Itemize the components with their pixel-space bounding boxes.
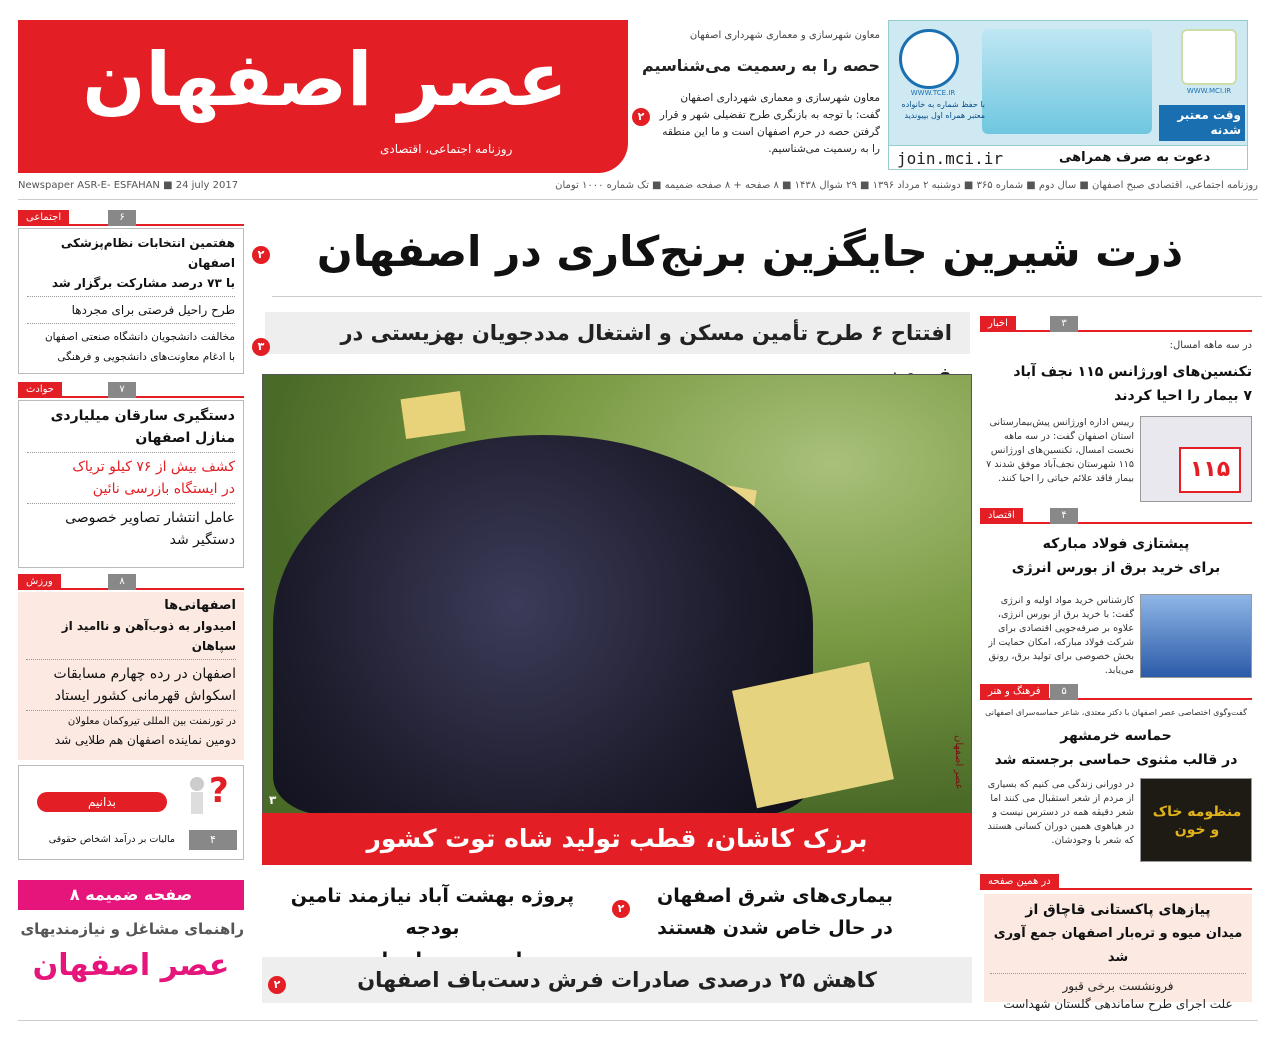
divider [27,296,235,297]
top-rule [18,199,1258,200]
svg-text:?: ? [209,771,229,811]
section-social-num: ۶ [108,210,136,226]
economy-head-1: پیشتازی فولاد مبارکه [1042,536,1190,552]
section-news-bar [980,316,1252,332]
section-incidents-num: ۷ [108,382,136,398]
news-body: رییس اداره اورژانس پیش‌بیمارستانی استان اصفهان گفت: در سه ماهه نخست امسال، تکنسین‌های اورژانس ۱۱۵ شهرستان نجف‌آباد موفق شدند ۷ بیمار فاقد علائم حیاتی را احیا کنند. [986,417,1134,484]
story-east-diseases[interactable] [640,880,910,944]
sport-line-2[interactable]: امیدوار به ذوب‌آهن و ناامید از سپاهان [61,619,236,653]
bottom-page-badge: ۲ [268,976,286,994]
divider [27,323,235,324]
section-inpage-bar [980,874,1252,890]
tagline: روزنامه اجتماعی، اقتصادی [380,142,513,156]
question-figure-icon [179,768,235,826]
photo-berries [273,435,813,814]
news-head-2: ۷ بیمار را احیا کردند [1114,388,1252,404]
section-news-num: ۳ [1050,316,1078,332]
incidents-line-3[interactable]: کشف بیش از ۷۶ کیلو تریاک [72,459,235,475]
ad-url[interactable]: join.mci.ir [897,149,1003,168]
ambulance-115-sign: ۱۱۵ [1179,447,1241,493]
section-economy-tag[interactable]: اقتصاد [980,508,1023,524]
meta-persian: روزنامه اجتماعی، اقتصادی صبح اصفهان ■ سال دوم ■ شماره ۳۶۵ ■ دوشنبه ۲ مرداد ۱۳۹۶ ■ ۲۹ شوال ۱۴۳۸ ■ ۸ صفحه + ۸ صفحه ضمیمه ■ تک شماره ۱۰۰۰ تومان [555,180,1258,191]
bottom-headline[interactable]: کاهش ۲۵ درصدی صادرات فرش دست‌باف اصفهان [262,957,972,1003]
stories-page-badge: ۲ [612,900,630,918]
sub-headline[interactable]: افتتاح ۶ طرح تأمین مسکن و اشتغال مددجویان بهزیستی در [265,312,970,354]
section-sport-box [18,592,244,760]
ad-bottom-bar [889,145,1247,170]
economy-head-2: برای خرید برق از بورس انرژی [1011,560,1221,576]
sport-line-4[interactable]: اسکواش قهرمانی کشور ایستاد [54,688,236,704]
ad-pool-image [982,29,1152,134]
section-news-tag[interactable]: اخبار [980,316,1016,332]
inpage-box [984,894,1252,1011]
culture-kicker: گفت‌وگوی اختصاصی عصر اصفهان با دکتر معتدی، شاعر حماسه‌سرای اصفهانی [985,708,1247,717]
divider [26,710,236,711]
know-tag: بدانیم [37,792,167,812]
section-culture-num: ۵ [1050,684,1078,700]
social-line-3[interactable]: طرح راحیل فرصتی برای مجردها [71,303,235,317]
ad-logo-right-icon [1181,29,1237,85]
power-lines-image [1140,594,1252,678]
divider [27,503,235,504]
ad-logo-left-icon [899,29,959,89]
ad-caption-right: وقت معتبر شدنه [1159,105,1245,141]
inpage-head-1[interactable]: پیازهای پاکستانی قاچاق از [1025,902,1211,918]
ad-site-right: WWW.MCI.IR [1186,87,1232,95]
sub-page-badge: ۳ [252,338,270,356]
photo-basket [401,391,466,439]
incidents-line-2[interactable]: منازل اصفهان [135,430,235,446]
culture-head-2: در قالب مثنوی حماسی برجسته شد [994,752,1238,768]
inpage-line-1[interactable]: فرونشست برخی قبور [1062,979,1174,993]
economy-body: کارشناس خرید مواد اولیه و انرژی گفت: با خرید برق از بورس انرژی، علاوه بر صرفه‌جویی اقتصادی برای شرکت فولاد مبارکه، امکان حمایت از بخش خصوصی برای تولید برق، رونق می‌یابد. [988,595,1134,676]
culture-headline[interactable] [980,724,1252,772]
photo-page-num: ۳ [269,793,277,807]
divider [990,973,1246,974]
sport-line-1[interactable]: اصفهانی‌ها [164,598,236,613]
ad-site-left: WWW.TCE.IR [910,89,956,97]
incidents-line-1[interactable]: دستگیری سارقان میلیاردی [50,408,235,424]
promo-sub: راهنمای مشاغل و نیازمندیهای [20,920,244,938]
section-sport-tag[interactable]: ورزش [18,574,61,590]
sport-line-5[interactable]: در تورنمنت بین المللی تیروکمان معلولان [67,716,236,727]
ad-caption-left: با حفظ شماره به خانواده معتبر همراه اول بپیوندید [901,100,985,120]
teaser-body: معاون شهرسازی و معماری شهرداری اصفهان گفت: با توجه به بازنگری طرح تفضیلی شهر و قرار گرفتن حصه در حرم اصفهان است و ما این منطقه را به رسمیت می‌شناسیم. [659,92,880,155]
news-head-1: تکنسین‌های اورژانس ۱۱۵ نجف آباد [1013,364,1252,380]
supplement-promo[interactable] [18,880,244,1000]
news-kicker: در سه ماهه امسال: [1169,340,1252,351]
section-know-box[interactable] [18,765,244,860]
story1-line-2: در حال خاص شدن هستند [657,917,893,939]
ambulance-image [1140,416,1252,502]
book-cover-image [1140,778,1252,862]
section-culture-tag[interactable]: فرهنگ و هنر [980,684,1049,700]
section-inpage-tag[interactable]: در همین صفحه [980,874,1059,890]
section-economy-num: ۴ [1050,508,1078,524]
news-headline[interactable] [980,360,1252,408]
culture-body: در دورانی زندگی می کنیم که بسیاری از مردم از شعر استقبال می کنند اما شعر دقیقه همه در دسترس نیست و در هیاهوی همین دوران کسانی هستند که شعر با وجودشان. [987,779,1134,846]
section-social-bar [18,210,244,226]
teaser-headline[interactable]: حصه را به رسمیت می‌شناسیم [641,56,880,75]
photo-caption[interactable]: برزک کاشان، قطب تولید شاه توت کشور [262,813,972,865]
section-sport-bar [18,574,244,590]
teaser-kicker: معاون شهرسازی و معماری شهرداری اصفهان [689,30,880,41]
section-social-tag[interactable]: اجتماعی [18,210,69,226]
story1-line-1: بیماری‌های شرق اصفهان [657,885,893,907]
issue-meta-line [18,180,1258,196]
know-text[interactable]: مالیات بر درآمد اشخاص حقوقی [48,834,175,845]
main-headline[interactable]: ذرت شیرین جایگزین برنج‌کاری در اصفهان [316,227,1184,276]
book-cover-title: منظومه خاک و خون [1152,804,1242,838]
social-line-4[interactable]: مخالفت دانشجویان دانشگاه صنعتی اصفهان [44,331,235,343]
inpage-line-2[interactable]: علت اجرای طرح ساماندهی گلستان شهداست [1003,997,1233,1011]
incidents-line-6[interactable]: دستگیر شد [169,532,235,548]
meta-english: Newspaper ASR-E- ESFAHAN ■ 24 july 2017 [18,180,239,191]
incidents-line-4[interactable]: در ایستگاه بازرسی نائین [92,481,235,497]
culture-head-1: حماسه خرمشهر [1060,728,1172,744]
section-sport-num: ۸ [108,574,136,590]
social-line-5[interactable]: با ادغام معاونت‌های دانشجویی و فرهنگی [57,351,235,363]
sport-line-3[interactable]: اصفهان در رده چهارم مسابقات [53,666,236,682]
promo-logo: عصر اصفهان [32,948,230,983]
teaser-page-badge: ۲ [632,108,650,126]
social-line-1[interactable]: هفتمین انتخابات نظام‌پزشکی اصفهان [60,236,235,270]
section-incidents-box [18,400,244,568]
divider [27,452,235,453]
section-social-box [18,228,244,374]
bottom-rule [18,1020,1258,1021]
promo-bar: ۸ صفحه ضمیمه [18,880,244,910]
divider [26,659,236,660]
photo-credit: عصر اصفهان [953,735,964,790]
section-culture-bar [980,684,1252,700]
social-line-2[interactable]: با ۷۳ درصد مشارکت برگزار شد [51,276,235,290]
story2-line-1: پروژه بهشت آباد نیازمند تامین بودجه [290,885,575,939]
sport-line-6[interactable]: دومین نماینده اصفهان هم طلایی شد [54,733,236,747]
know-page-num: ۴ [189,830,237,850]
newspaper-logo: عصر اصفهان [82,37,568,123]
masthead [18,20,628,173]
headline-rule [272,296,1262,297]
section-incidents-tag[interactable]: حوادث [18,382,62,398]
ad-slogan: دعوت به صرف همراهی [1059,150,1211,165]
economy-headline[interactable] [980,532,1252,580]
social-page-badge: ۲ [252,246,270,264]
section-incidents-bar [18,382,244,398]
inpage-head-2[interactable]: میدان میوه و تره‌بار اصفهان جمع آوری شد [993,926,1243,965]
section-economy-bar [980,508,1252,524]
advertisement[interactable] [888,20,1248,170]
incidents-line-5[interactable]: عامل انتشار تصاویر خصوصی [65,510,235,526]
mulberry-photo[interactable] [262,374,972,814]
